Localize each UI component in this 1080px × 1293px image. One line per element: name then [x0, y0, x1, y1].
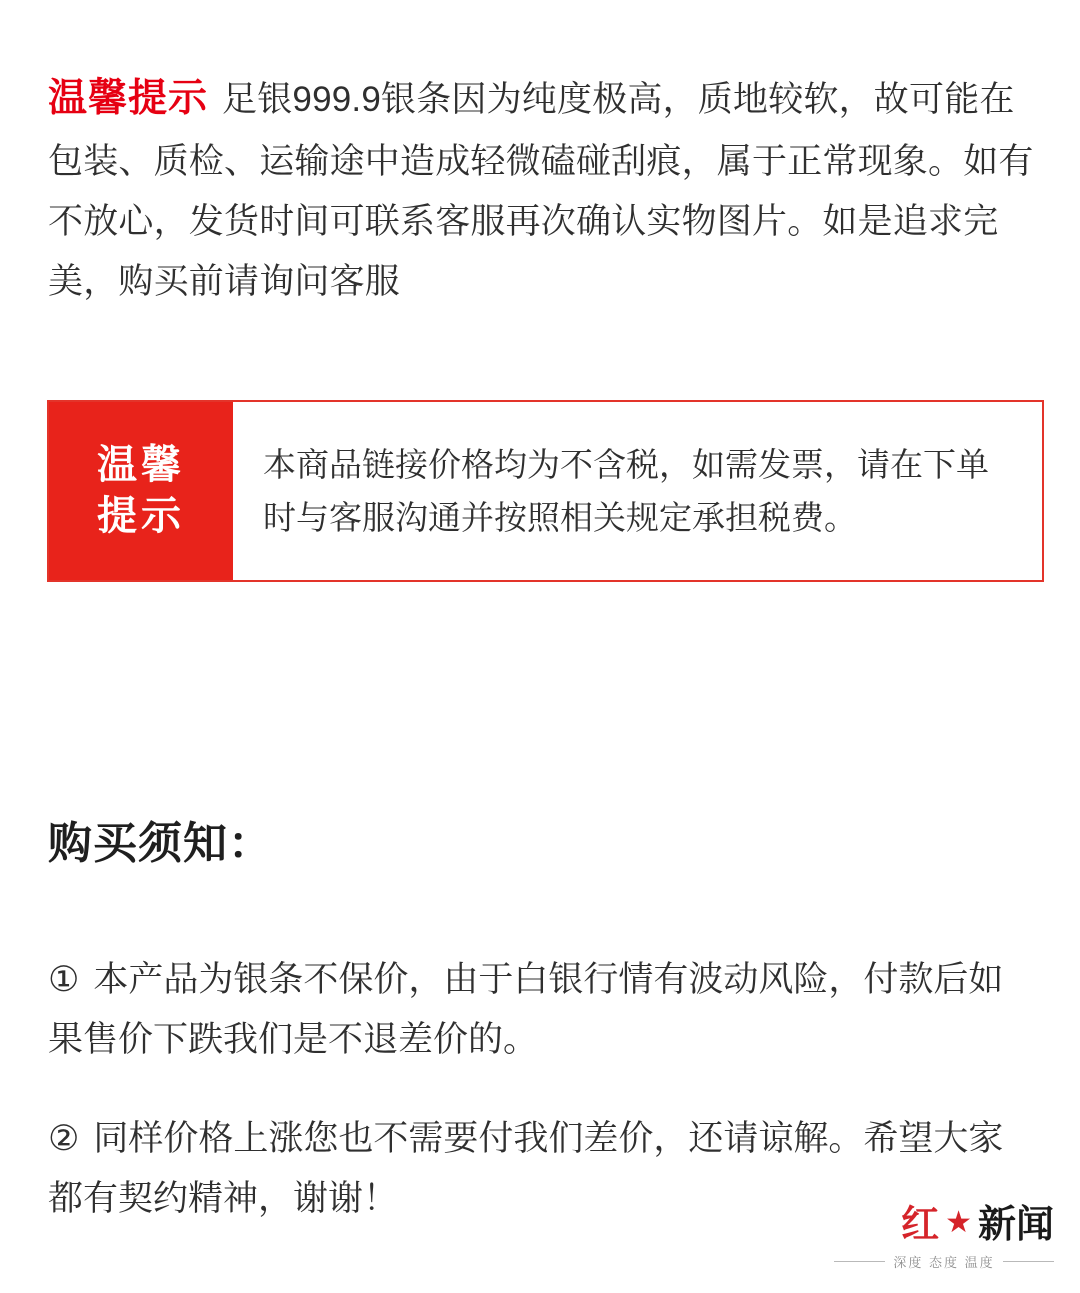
watermark-brand-red: 红: [901, 1204, 940, 1246]
watermark-tagline: 深度 态度 温度: [893, 1255, 995, 1270]
watermark-logo: [834, 1206, 1054, 1271]
purchase-notice-marker-1: ①: [48, 960, 80, 999]
top-warm-tip-block: [48, 30, 1038, 348]
watermark-brand-dark: 新闻: [977, 1204, 1054, 1246]
tax-warm-tip-body: [233, 402, 1042, 580]
watermark-brand: [834, 1206, 1054, 1244]
purchase-notice-marker-2: ②: [48, 1119, 80, 1158]
tax-warm-tip-box: [47, 400, 1044, 582]
purchase-notice-title: 购买须知：: [48, 818, 273, 868]
tax-warm-tip-text: 本商品链接价格均为不含税，如需发票，请在下单时与客服沟通并按照相关规定承担税费。: [263, 445, 989, 536]
top-warm-tip-text: 足银999.9银条因为纯度极高，质地较软，故可能在包装、质检、运输途中造成轻微磕碰刮痕，属于正常现象。如有不放心，发货时间可联系客服再次确认实物图片。如是追求完美，购买前请询问客服: [48, 80, 1034, 302]
top-warm-tip-paragraph: [48, 65, 1038, 313]
tax-warm-tip-badge: [49, 402, 233, 580]
star-icon: ★: [945, 1206, 972, 1239]
purchase-notice-item-1: [48, 950, 1038, 1069]
watermark-rule-right: [1003, 1261, 1054, 1262]
purchase-notice-text-2: 同样价格上涨您也不需要付我们差价，还请谅解。希望大家都有契约精神，谢谢！: [48, 1119, 1004, 1218]
watermark-tagline-row: [834, 1252, 1054, 1271]
tax-warm-tip-badge-line2: 提示: [97, 494, 185, 538]
watermark-rule-left: [834, 1261, 885, 1262]
tax-warm-tip-badge-line1: 温馨: [97, 442, 185, 487]
purchase-notice-text-1: 本产品为银条不保价，由于白银行情有波动风险，付款后如果售价下跌我们是不退差价的。: [48, 960, 1004, 1059]
top-warm-tip-label: 温馨提示: [48, 77, 209, 120]
